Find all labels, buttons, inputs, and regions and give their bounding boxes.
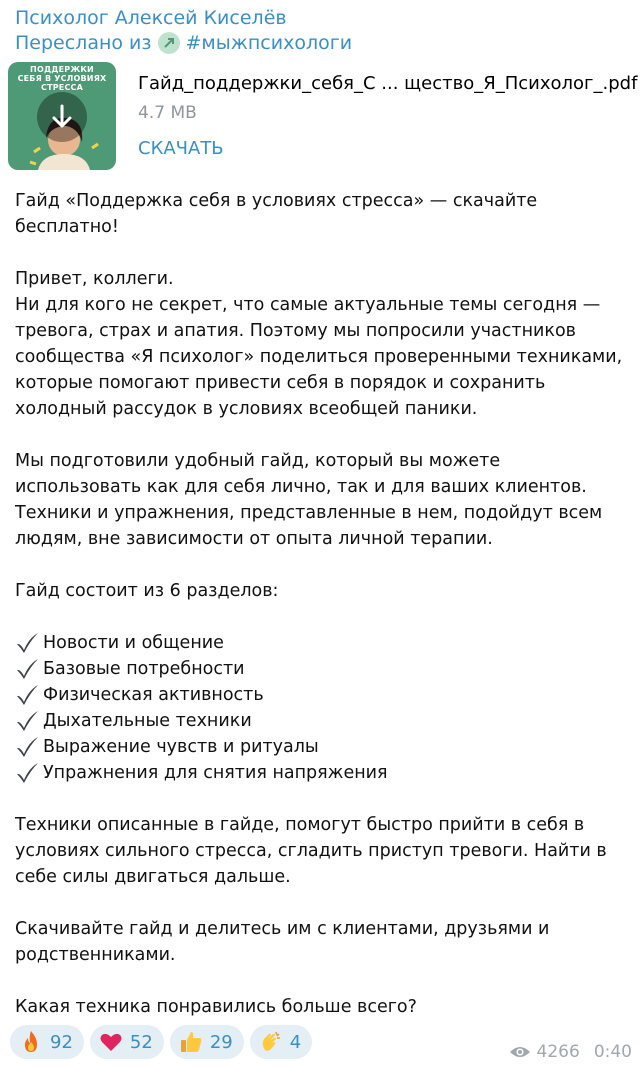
clap-icon: [259, 1030, 283, 1054]
check-mark-icon: [15, 710, 41, 732]
fire-icon: [19, 1030, 43, 1054]
section-label: Упражнения для снятия напряжения: [43, 763, 388, 783]
message-meta: [509, 1042, 632, 1062]
message-time: 0:40: [593, 1042, 632, 1062]
forwarded-channel[interactable]: #мыжпсихологи: [185, 32, 353, 54]
views-count: 4266: [536, 1042, 580, 1062]
check-mark-icon: [15, 762, 41, 784]
section-label: Физическая активность: [43, 685, 264, 705]
section-item: [15, 760, 627, 786]
thumbs-up-icon: [179, 1030, 203, 1054]
section-label: Выражение чувств и ритуалы: [43, 737, 319, 757]
heart-icon: [99, 1030, 123, 1054]
file-size: 4.7 MB: [138, 103, 197, 123]
views-eye-icon: [509, 1045, 531, 1059]
forwarded-prefix: Переслано из: [15, 32, 152, 54]
reaction-clap[interactable]: [250, 1025, 312, 1059]
paragraph-greeting: Привет, коллеги.: [15, 269, 174, 289]
section-item: [15, 682, 627, 708]
file-thumbnail[interactable]: [8, 62, 116, 170]
arrow-down-icon: [50, 104, 74, 130]
section-item: [15, 708, 627, 734]
paragraph-intro: Гайд «Поддержка себя в условиях стресса» — скачайте бесплатно!: [15, 191, 538, 237]
reaction-count: 29: [209, 1031, 233, 1053]
paragraph-topics: Ни для кого не секрет, что самые актуальные темы сегодня — тревога, страх и апатия. Поэтому мы попросили участников сообщества «Я психолог» поделиться проверенными техниками, которые помогают привести себя в порядок и сохранить холодный рассудок в условиях всеобщей паники.: [15, 295, 623, 419]
check-mark-icon: [15, 684, 41, 706]
download-overlay-button[interactable]: [37, 92, 87, 142]
sender-name[interactable]: Психолог Алексей Киселёв: [15, 7, 287, 29]
section-label: Новости и общение: [43, 633, 224, 653]
section-label: Дыхательные техники: [43, 711, 252, 731]
section-label: Базовые потребности: [43, 659, 245, 679]
check-mark-icon: [15, 632, 41, 654]
paragraph-guide: Мы подготовили удобный гайд, который вы можете использовать как для себя лично, так и для ваших клиентов. Техники и упражнения, представленные в нем, подойдут всем людям, вне зависимости от опыта личной терапии.: [15, 451, 603, 549]
paragraph-share: Скачивайте гайд и делитесь им с клиентами, друзьями и родственниками.: [15, 919, 550, 965]
file-name[interactable]: Гайд_поддержки_себя_С ... щество_Я_Психолог_.pdf: [138, 73, 638, 94]
check-mark-icon: [15, 658, 41, 680]
paragraph-question: Какая техника понравились больше всего?: [15, 997, 417, 1017]
paragraph-benefits: Техники описанные в гайде, помогут быстро прийти в себя в условиях сильного стресса, сгладить приступ тревоги. Найти в себе силы двигаться дальше.: [15, 815, 607, 887]
reaction-fire[interactable]: [10, 1025, 84, 1059]
download-button[interactable]: СКАЧАТЬ: [138, 138, 224, 159]
reaction-count: 92: [50, 1031, 73, 1053]
paragraph-sections-title: Гайд состоит из 6 разделов:: [15, 581, 279, 601]
reaction-count: 4: [289, 1031, 302, 1053]
reaction-count: 52: [129, 1031, 153, 1053]
check-mark-icon: [15, 736, 41, 758]
forwarded-from[interactable]: [15, 31, 352, 55]
section-item: [15, 734, 627, 760]
channel-avatar-icon: [158, 32, 180, 54]
reactions-bar: [10, 1025, 312, 1059]
reaction-thumbs-up[interactable]: [170, 1025, 244, 1059]
section-item: [15, 630, 627, 656]
section-item: [15, 656, 627, 682]
thumbnail-title: ПОДДЕРЖКИ СЕБЯ В УСЛОВИЯХ СТРЕССА: [17, 65, 107, 92]
message-text: [15, 188, 627, 1020]
sections-list: [15, 630, 627, 786]
reaction-heart[interactable]: [90, 1025, 164, 1059]
